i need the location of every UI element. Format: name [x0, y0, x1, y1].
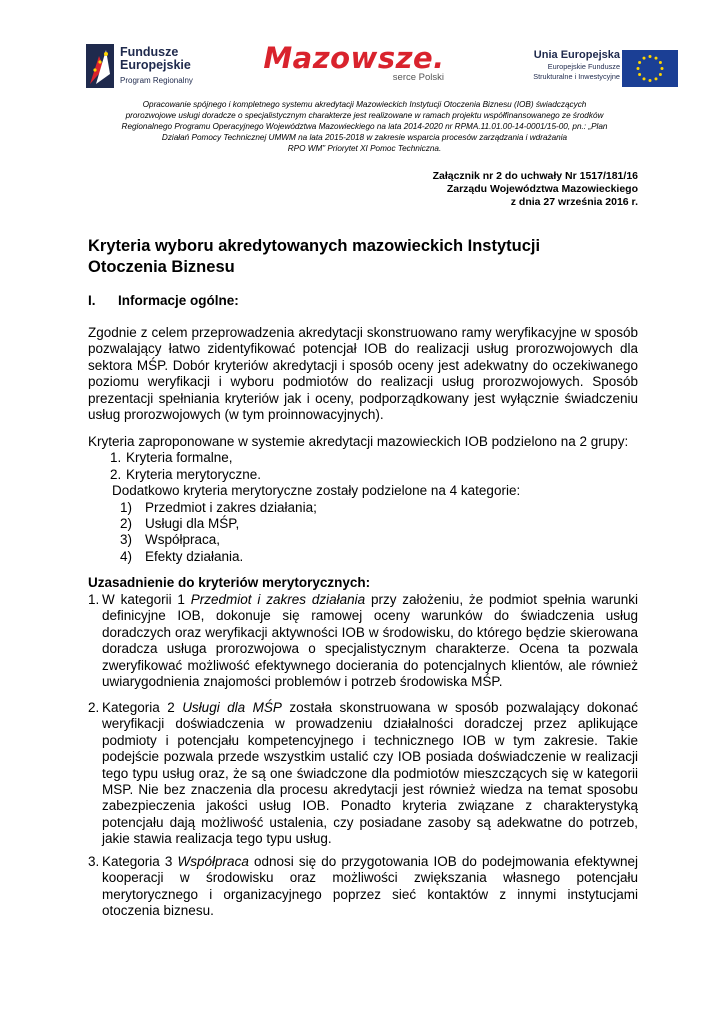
list-item-number: 1) [120, 499, 133, 515]
item-text-emphasis: Usługi dla MŚP [182, 700, 282, 715]
justification-item [88, 854, 638, 920]
item-text-emphasis: Współpraca [177, 854, 249, 869]
annex-line: Zarządu Województwa Mazowieckiego [446, 183, 638, 195]
unia-europejska-logo [512, 50, 682, 90]
intro-paragraph-text: Zgodnie z celem przeprowadzenia akredytacji skonstruowano ramy weryfikacyjne w sposób pozwalający łatwo zidentyfikować potencjał IOB do realizacji usług prorozwojowych dla sektora MŚP. Dobór kryteriów akredytacji i sposób oceny jest adekwatny do oczekiwanego poziomu weryfikacji i wyboru podmiotów do realizacji usług prorozwojowych. Sposób prezentacji spełniania kryteriów jak i oceny, podporządkowany jest wyłącznie świadczeniu usług prorozwojowych (w tym proinnowacyjnych). [88, 325, 638, 423]
annex-line: Załącznik nr 2 do uchwały Nr 1517/181/16 [432, 170, 638, 182]
list-item [88, 516, 638, 532]
item-text-pre: Kategoria 3 [102, 854, 178, 869]
list-item-number: 4) [120, 548, 133, 564]
note-line: RPO WM” Priorytet XI Pomoc Techniczna. [287, 144, 442, 153]
justification-heading: Uzasadnienie do kryteriów merytorycznych: [88, 575, 371, 590]
list-item-text: Przedmiot i zakres działania; [145, 499, 317, 515]
list-item [88, 549, 638, 565]
list-item [88, 532, 638, 548]
list-item-text: Usługi dla MŚP, [145, 516, 240, 532]
list-item-text: Efekty działania. [145, 548, 244, 564]
list-item-text: Kryteria formalne, [126, 450, 233, 466]
item-text-pre: Kategoria 2 [102, 700, 183, 715]
mazowsze-logo [254, 42, 454, 92]
title-line: Otoczenia Biznesu [88, 258, 235, 276]
list-item-number: 3) [120, 532, 133, 548]
item-text [102, 592, 638, 690]
intro-paragraph [88, 325, 638, 423]
annex-reference [400, 170, 638, 209]
document-title [88, 236, 648, 278]
ue-line2: Europejskie Fundusze [547, 62, 620, 71]
list-item-number: 2) [120, 516, 133, 532]
ue-text [512, 50, 620, 82]
justification-item [88, 700, 638, 848]
section-heading [88, 293, 239, 308]
groups-intro: Kryteria zaproponowane w systemie akredytacji mazowieckich IOB podzielono na 2 grupy: [88, 434, 629, 449]
criteria-groups [88, 434, 638, 565]
section-label: Informacje ogólne: [118, 293, 239, 308]
item-text [102, 854, 638, 920]
item-text-post: odnosi się do przygotowania IOB do podejmowania efektywnej kooperacji w środowisku oraz możliwości zwiększania własnego potencjału merytorycznego i organizacyjnego poprzez sieć kontaktów z innymi instytucjami otoczenia biznesu. [102, 854, 638, 919]
list-item-text: Kryteria merytoryczne. [126, 466, 262, 482]
item-number: 3. [88, 854, 100, 869]
fundusze-europejskie-logo [86, 44, 216, 92]
categories-intro: Dodatkowo kryteria merytoryczne zostały podzielone na 4 kategorie: [112, 483, 521, 499]
ue-line3: Strukturalne i Inwestycyjne [533, 72, 620, 81]
item-text-post: została skonstruowana w sposób pozwalający dokonać weryfikacji doświadczenia w prowadzeniu działalności doradczej przez aplikujące podmioty i potencjału kompetencyjnego i technicznego IOB w tym zakresie. Takie podejście pozwala przede wszystkim ustalić czy IOB posiada doświadczenie w realizacji tego typu usług oraz, że są one świadczone dla podmiotów mieszczących się w kategorii MSP. Nie bez znaczenia dla procesu akredytacji jest również wiedza na temat sposobu zabezpieczenia jakości usług IOB. Ponadto kryteria związane z charakterystyką potencjału dają możliwość ustalenia, czy posiadane zasoby są adekwatne do potrzeb, jakie stawia realizacja tego typu usług. [102, 700, 638, 847]
fe-flag-icon [86, 44, 114, 88]
fe-line3: Program Regionalny [120, 76, 193, 85]
item-text-post: przy założeniu, że podmiot spełnia warunki definicyjne IOB, dokonuje się ramowej oceny warunków do świadczenia usług doradczych oraz weryfikacji aktywności IOB w środowisku, do którego będzie skierowana doradcza usługa prorozwojowa o specjalistycznym charakterze. Ocena ta pozwala zweryfikować możliwość efektywnego docierania do potencjalnych klientów, ale również uwiarygodnienia znajomości problemów i potrzeb środowiska MŚP. [102, 592, 638, 690]
title-line: Kryteria wyboru akredytowanych mazowieckich Instytucji [88, 237, 541, 255]
item-text-emphasis: Przedmiot i zakres działania [190, 592, 366, 607]
item-text-pre: W kategorii 1 [102, 592, 191, 607]
list-item-number: 2. [110, 466, 122, 482]
fe-line1: Fundusze [120, 45, 179, 59]
mazowsze-tagline: serce Polski [392, 72, 444, 83]
justification-item [88, 592, 638, 690]
list-item-number: 1. [110, 450, 122, 466]
annex-line: z dnia 27 września 2016 r. [510, 196, 638, 208]
ue-line1: Unia Europejska [533, 49, 620, 61]
note-line: Regionalnego Programu Operacyjnego Województwa Mazowieckiego na lata 2014-2020 nr RPMA.11.01.00-14-0001/15-00, pn.: „Plan [121, 122, 608, 131]
mazowsze-wordmark: Mazowsze. [263, 41, 445, 75]
fe-line2: Europejskie [120, 58, 191, 72]
item-number: 2. [88, 700, 100, 715]
item-number: 1. [88, 592, 100, 607]
funding-note [92, 99, 637, 154]
eu-flag-icon [622, 50, 678, 87]
note-line: Działań Pomocy Technicznej UMWM na lata 2015-2018 w zakresie wsparcia procesów zarządzania i wdrażania [161, 133, 568, 142]
section-number: I. [88, 293, 96, 308]
list-item [88, 467, 638, 483]
note-line: Opracowanie spójnego i kompletnego systemu akredytacji Mazowieckich Instytucji Otoczenia Biznesu (IOB) świadczących [142, 100, 587, 109]
list-item [88, 450, 638, 466]
list-item-text: Współpraca, [145, 532, 221, 548]
item-text [102, 700, 638, 848]
list-item [88, 500, 638, 516]
note-line: prorozwojowe usługi doradcze o specjalistycznym charakterze jest realizowane w ramach projektu współfinansowanego ze środków [125, 111, 604, 120]
fe-text [120, 46, 193, 87]
